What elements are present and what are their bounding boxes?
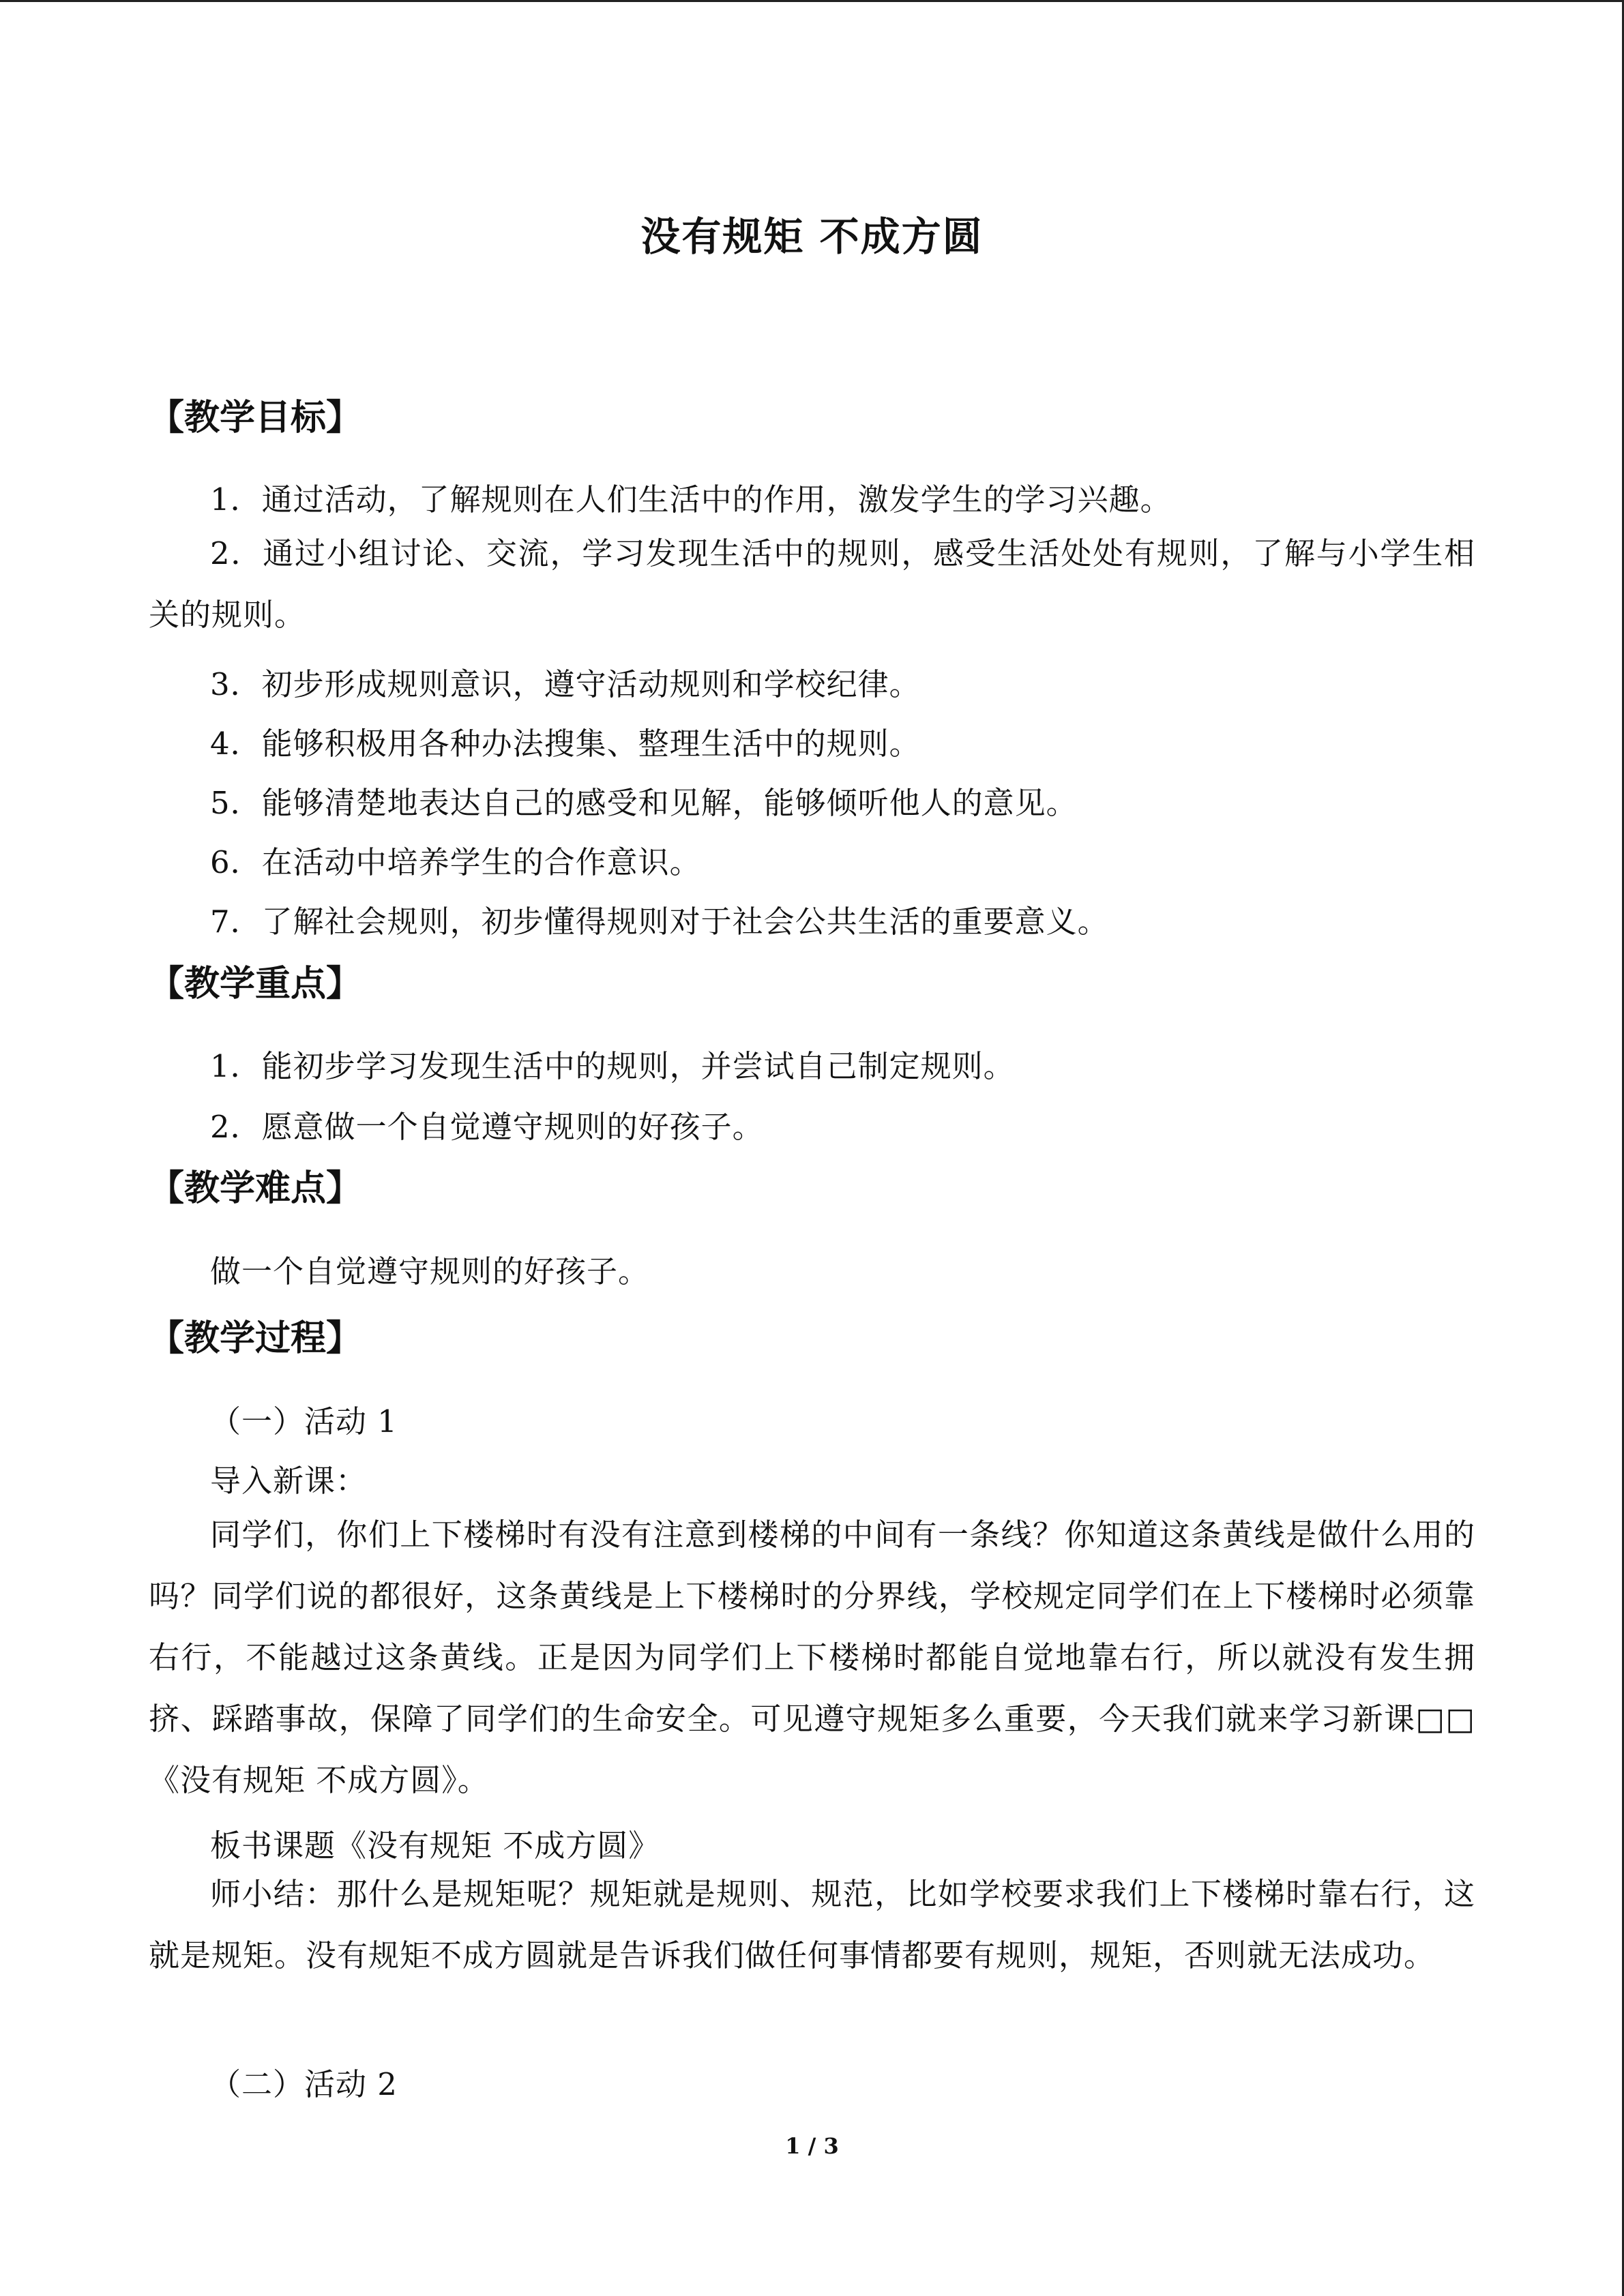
key-points-heading: 【教学重点】 [149,964,362,1004]
board-title: 板书课题《没有规矩 不成方圆》 [210,1828,660,1864]
activity-label: （二）活动 2 [210,2066,398,2102]
key-point-item: 1．能初步学习发现生活中的规则，并尝试自己制定规则。 [210,1048,1015,1084]
objective-item: 5．能够清楚地表达自己的感受和见解，能够倾听他人的意见。 [210,785,1078,821]
objective-item: 1．通过活动，了解规则在人们生活中的作用，激发学生的学习兴趣。 [210,481,1172,518]
objective-item: 2．通过小组讨论、交流，学习发现生活中的规则，感受生活处处有规则，了解与小学生相关的规则。 [149,535,1475,633]
objective-item: 6．在活动中培养学生的合作意识。 [210,844,701,880]
difficulties-heading: 【教学难点】 [149,1168,362,1209]
key-point-item: 2．愿意做一个自觉遵守规则的好孩子。 [210,1109,764,1145]
process-heading: 【教学过程】 [149,1318,362,1359]
objective-item: 7．了解社会规则，初步懂得规则对于社会公共生活的重要意义。 [210,904,1109,940]
objectives-heading: 【教学目标】 [149,398,362,438]
objective-item: 4．能够积极用各种办法搜集、整理生活中的规则。 [210,726,921,762]
objective-item: 3．初步形成规则意识，遵守活动规则和学校纪律。 [210,666,921,702]
page-number: 1 / 3 [785,2133,839,2159]
intro-paragraph: 同学们，你们上下楼梯时有没有注意到楼梯的中间有一条线？你知道这条黄线是做什么用的吗？同学们说的都很好，这条黄线是上下楼梯时的分界线，学校规定同学们在上下楼梯时必须靠右行，不能越过这条黄线。正是因为同学们上下楼梯时都能自觉地靠右行，所以就没有发生拥挤、踩踏事故，保障了同学们的生命安全。可见遵守规矩多么重要，今天我们就来学习新课□□《没有规矩 不成方圆》。 [149,1517,1475,1798]
intro-label: 导入新课： [210,1463,368,1499]
difficulty-text: 做一个自觉遵守规则的好孩子。 [210,1253,650,1289]
activity-label: （一）活动 1 [210,1403,398,1440]
document-title: 没有规矩 不成方圆 [640,213,984,260]
summary-paragraph: 师小结：那什么是规矩呢？规矩就是规则、规范，比如学校要求我们上下楼梯时靠右行，这就是规矩。没有规矩不成方圆就是告诉我们做任何事情都要有规则，规矩，否则就无法成功。 [149,1876,1475,1973]
